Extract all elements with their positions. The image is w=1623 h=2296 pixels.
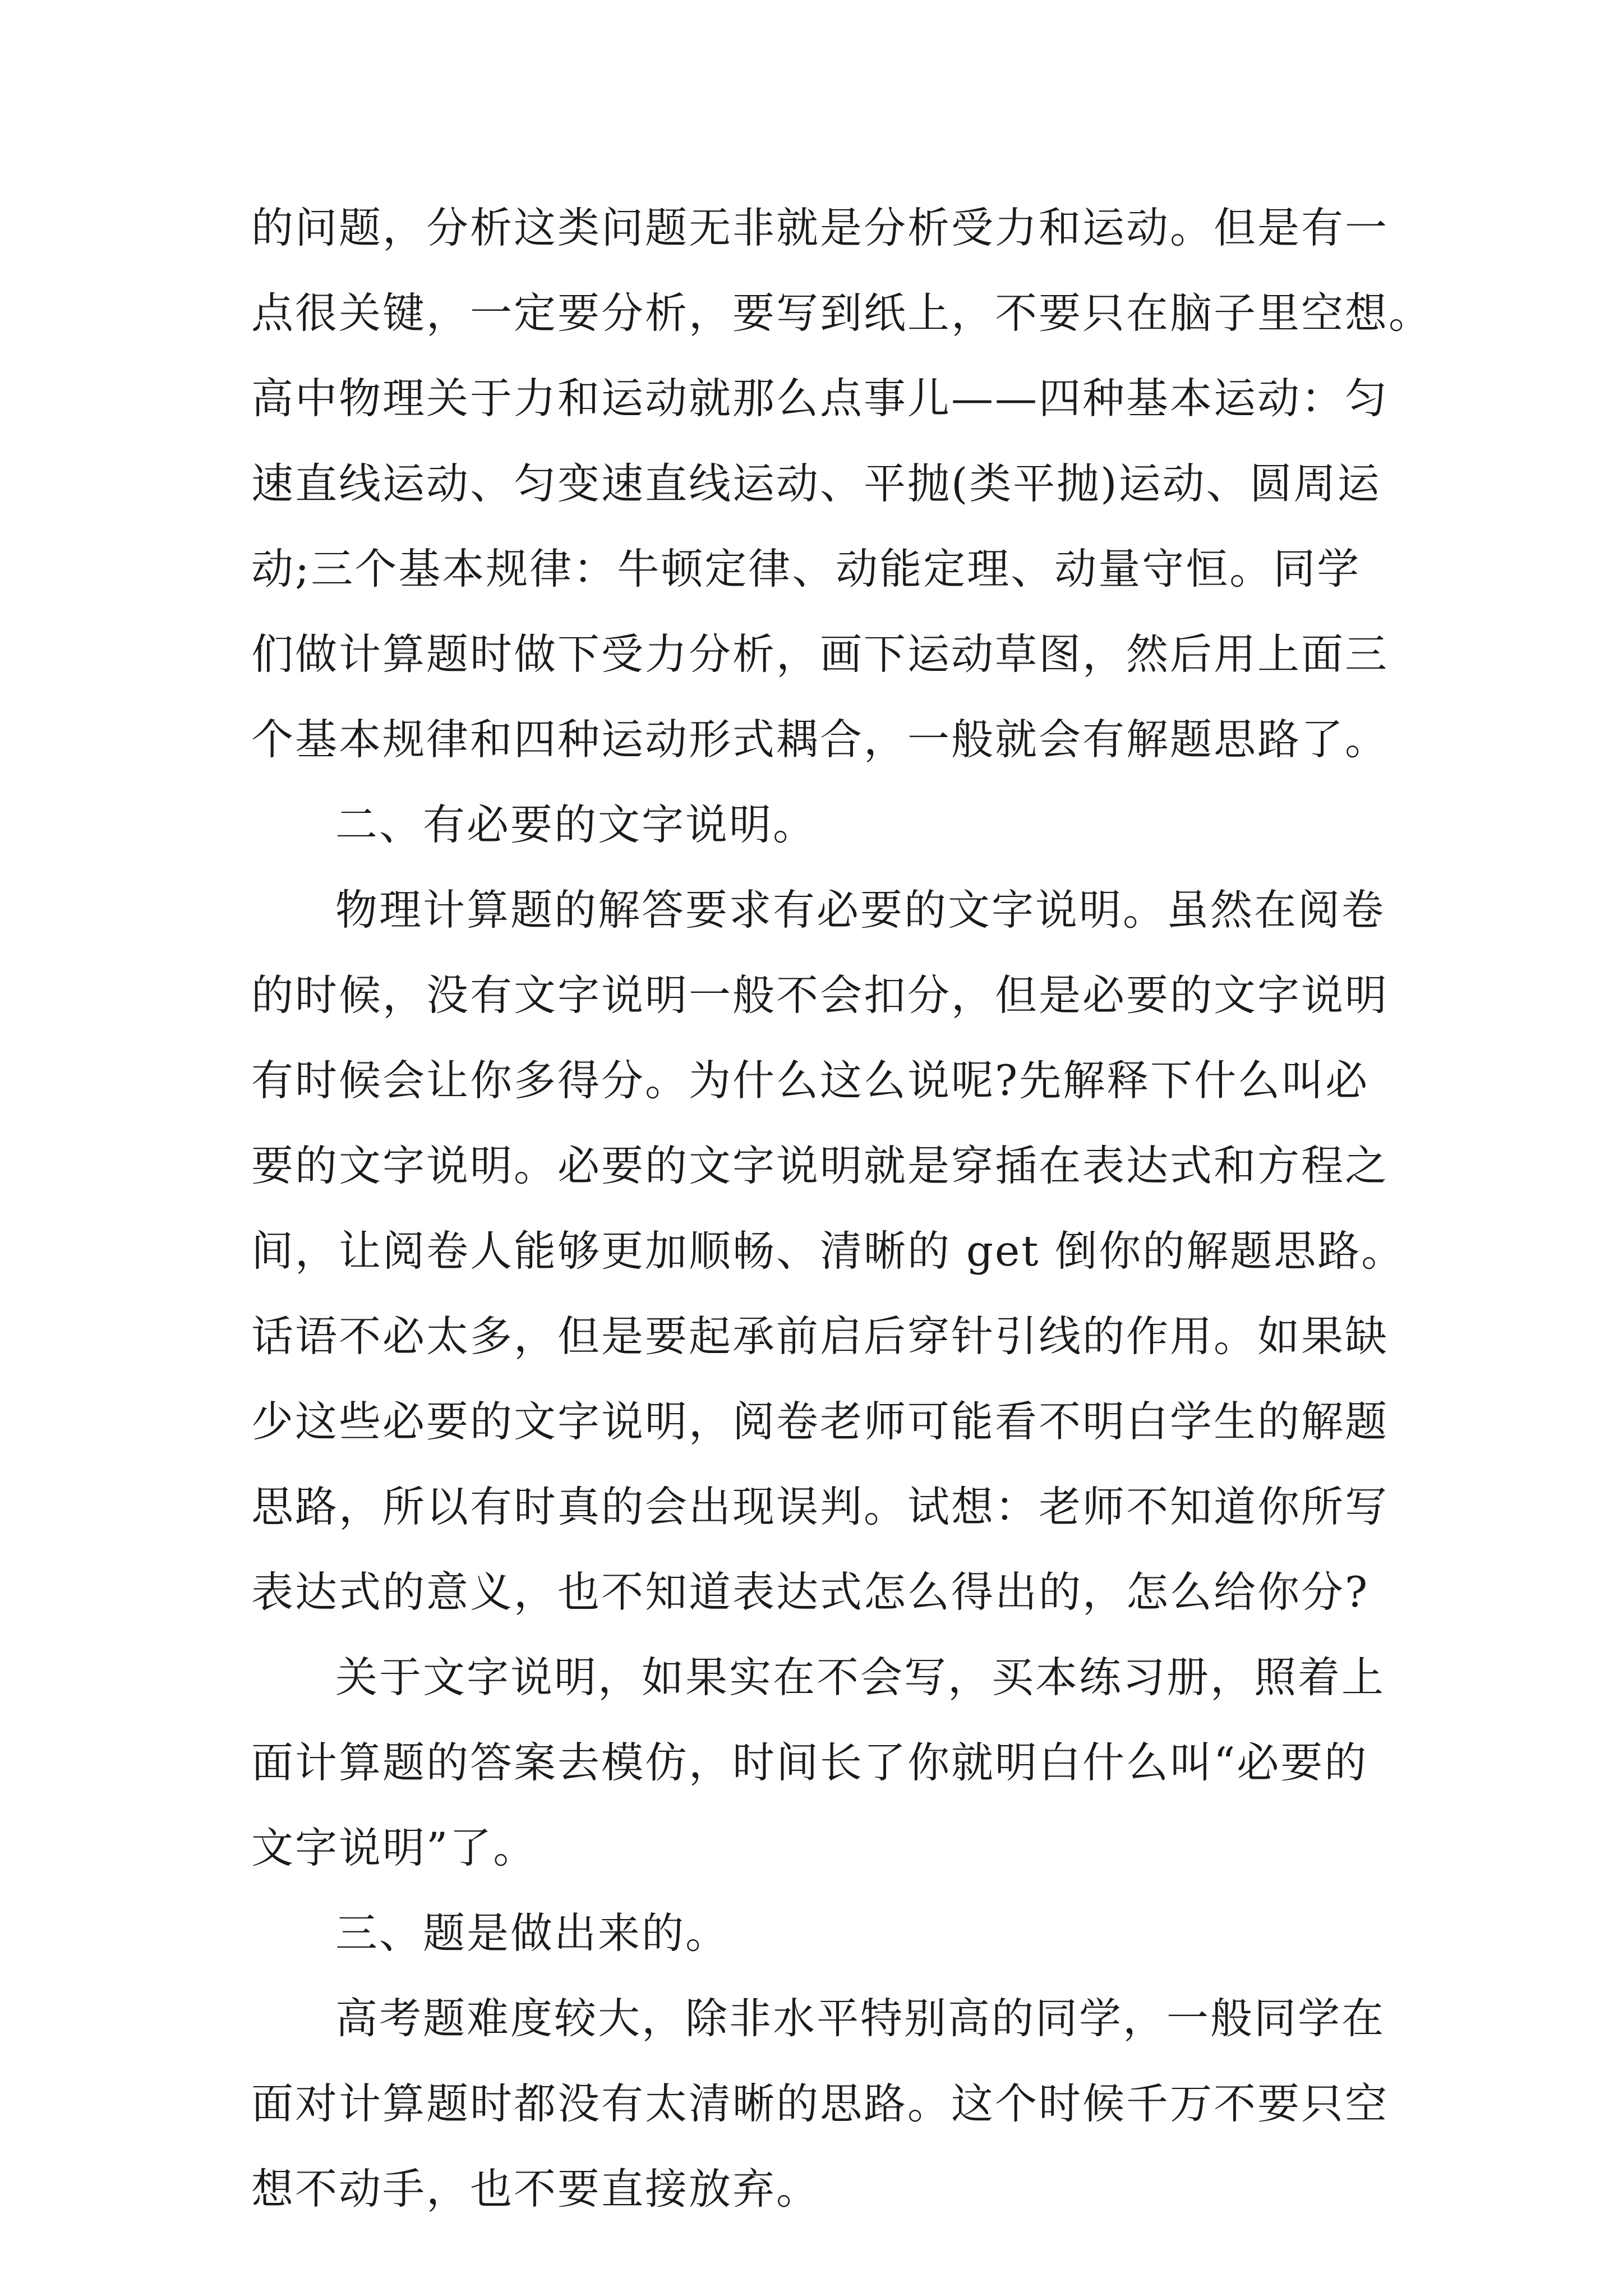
text-line: 有时候会让你多得分。为什么这么说呢?先解释下什么叫必 <box>251 1056 1370 1105</box>
text-line: 们做计算题时做下受力分析，画下运动草图，然后用上面三 <box>251 629 1389 679</box>
text-line: 的时候，没有文字说明一般不会扣分，但是必要的文字说明 <box>251 970 1389 1020</box>
text-line: 物理计算题的解答要求有必要的文字说明。虽然在阅卷 <box>335 885 1386 935</box>
text-line: 速直线运动、匀变速直线运动、平抛(类平抛)运动、圆周运 <box>251 459 1381 508</box>
body-text <box>251 185 1433 2231</box>
text-line: 话语不必太多，但是要起承前启后穿针引线的作用。如果缺 <box>251 1312 1389 1361</box>
text-line: 文字说明”了。 <box>251 1823 537 1872</box>
section-heading: 三、题是做出来的。 <box>335 1908 730 1958</box>
text-line: 高中物理关于力和运动就那么点事儿——四种基本运动：匀 <box>251 374 1389 423</box>
text-line: 要的文字说明。必要的文字说明就是穿插在表达式和方程之 <box>251 1141 1389 1190</box>
text-line: 动;三个基本规律：牛顿定律、动能定理、动量守恒。同学 <box>251 544 1361 593</box>
text-line: 想不动手，也不要直接放弃。 <box>251 2164 820 2214</box>
text-line: 少这些必要的文字说明，阅卷老师可能看不明白学生的解题 <box>251 1397 1389 1446</box>
text-line: 面对计算题时都没有太清晰的思路。这个时候千万不要只空 <box>251 2079 1389 2128</box>
section-heading: 二、有必要的文字说明。 <box>335 800 817 849</box>
text-line: 面计算题的答案去模仿，时间长了你就明白什么叫“必要的 <box>251 1738 1368 1787</box>
text-line: 关于文字说明，如果实在不会写，买本练习册，照着上 <box>335 1653 1386 1702</box>
text-line: 高考题难度较大，除非水平特别高的同学，一般同学在 <box>335 1994 1386 2043</box>
text-line: 思路，所以有时真的会出现误判。试想：老师不知道你所写 <box>251 1482 1389 1531</box>
text-line: 表达式的意义，也不知道表达式怎么得出的，怎么给你分? <box>251 1567 1370 1617</box>
text-line: 的问题，分析这类问题无非就是分析受力和运动。但是有一 <box>251 203 1389 252</box>
text-line: 个基本规律和四种运动形式耦合，一般就会有解题思路了。 <box>251 715 1389 764</box>
text-line: 点很关键，一定要分析，要写到纸上，不要只在脑子里空想。 <box>251 288 1433 338</box>
text-line: 间，让阅卷人能够更加顺畅、清晰的 get 倒你的解题思路。 <box>251 1226 1405 1276</box>
